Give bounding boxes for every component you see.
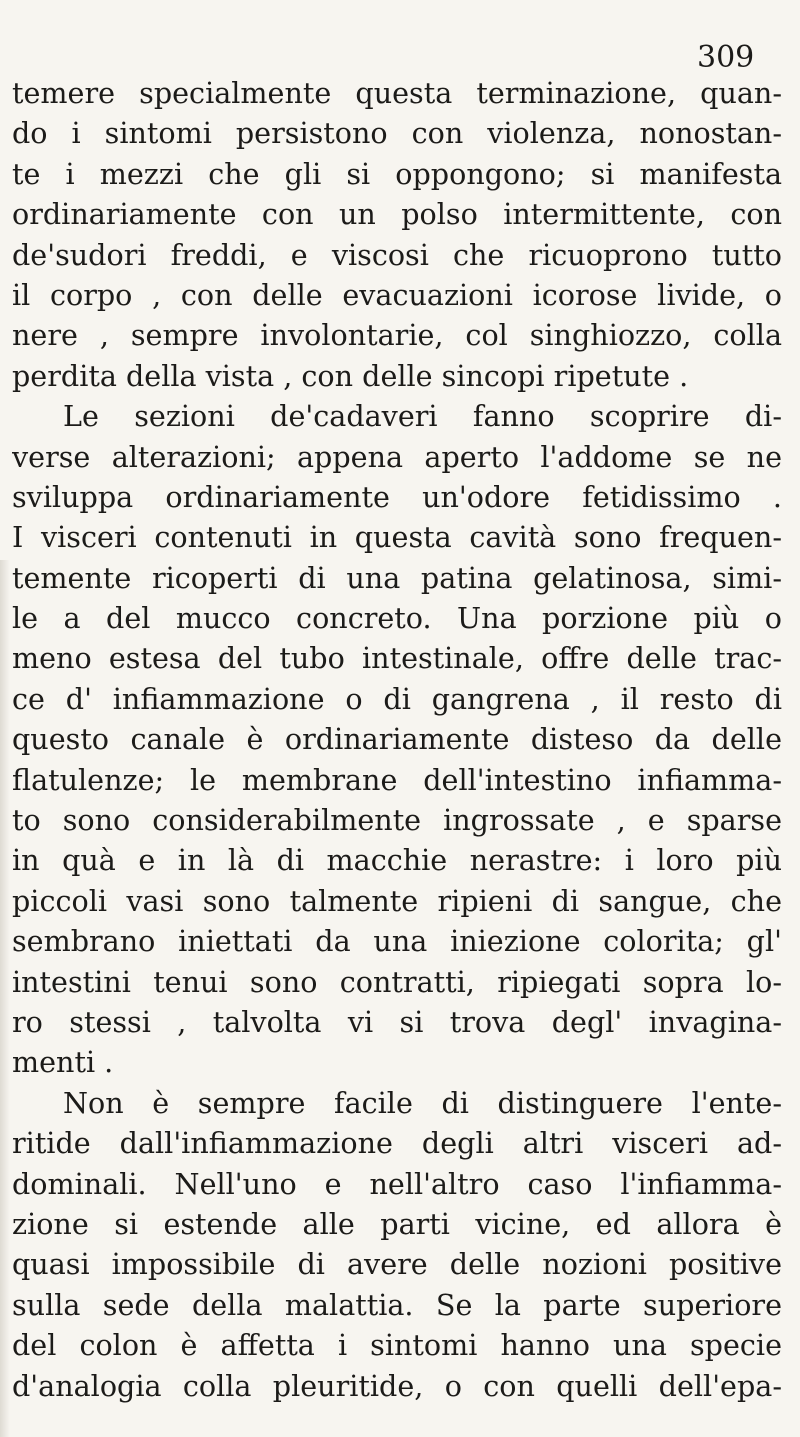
text-line: nere , sempre involontarie, col singhiozzo, colla: [12, 318, 782, 353]
text-line: I visceri contenuti in questa cavità sono frequen-: [12, 520, 782, 555]
text-line: dominali. Nell'uno e nell'altro caso l'infiamma-: [12, 1166, 782, 1201]
text-line: d'analogia colla pleuritide, o con quelli dell'epa-: [12, 1368, 782, 1403]
text-line: il corpo , con delle evacuazioni icorose livide, o: [12, 277, 782, 312]
text-line: do i sintomi persistono con violenza, nonostan-: [12, 116, 782, 151]
text-line: meno estesa del tubo intestinale, offre delle trac-: [12, 641, 782, 676]
text-line: zione si estende alle parti vicine, ed allora è: [12, 1206, 782, 1241]
binding-shadow: [0, 560, 10, 1437]
paragraph-start-line: Non è sempre facile di distinguere l'ente-: [63, 1085, 782, 1120]
text-line: te i mezzi che gli si oppongono; si manifesta: [12, 156, 782, 191]
text-line: to sono considerabilmente ingrossate , e sparse: [12, 803, 782, 838]
text-line: flatulenze; le membrane dell'intestino infiamma-: [12, 762, 782, 797]
text-line: del colon è affetta i sintomi hanno una specie: [12, 1328, 782, 1363]
paragraph-start-line: Le sezioni de'cadaveri fanno scoprire di-: [63, 399, 782, 434]
text-line: sulla sede della malattia. Se la parte superiore: [12, 1287, 782, 1322]
text-line: temente ricoperti di una patina gelatinosa, simi-: [12, 560, 782, 595]
text-line: le a del mucco concreto. Una porzione più o: [12, 601, 782, 636]
text-line: menti .: [12, 1045, 114, 1080]
text-line: ritide dall'infiammazione degli altri visceri ad-: [12, 1126, 782, 1161]
text-line: questo canale è ordinariamente disteso da delle: [12, 722, 782, 757]
text-line: de'sudori freddi, e viscosi che ricuoprono tutto: [12, 237, 782, 272]
text-line: ordinariamente con un polso intermittente, con: [12, 197, 782, 232]
text-line: temere specialmente questa terminazione, quan-: [12, 76, 782, 110]
text-line: sembrano iniettati da una iniezione colorita; gl': [12, 924, 782, 959]
text-line: ro stessi , talvolta vi si trova degl' invagina-: [12, 1004, 782, 1039]
page-number: 309: [697, 40, 755, 75]
text-line: perdita della vista , con delle sincopi ripetute .: [12, 358, 689, 393]
text-line: ce d' infiammazione o di gangrena , il resto di: [12, 681, 782, 716]
text-line: in quà e in là di macchie nerastre: i loro più: [12, 843, 782, 878]
text-line: quasi impossibile di avere delle nozioni positive: [12, 1247, 782, 1282]
text-line: piccoli vasi sono talmente ripieni di sangue, che: [12, 883, 782, 918]
text-line: intestini tenui sono contratti, ripiegati sopra lo-: [12, 964, 782, 999]
text-line: verse alterazioni; appena aperto l'addome se ne: [12, 439, 782, 474]
body-text: [12, 73, 782, 1406]
text-line: sviluppa ordinariamente un'odore fetidissimo .: [12, 479, 782, 514]
